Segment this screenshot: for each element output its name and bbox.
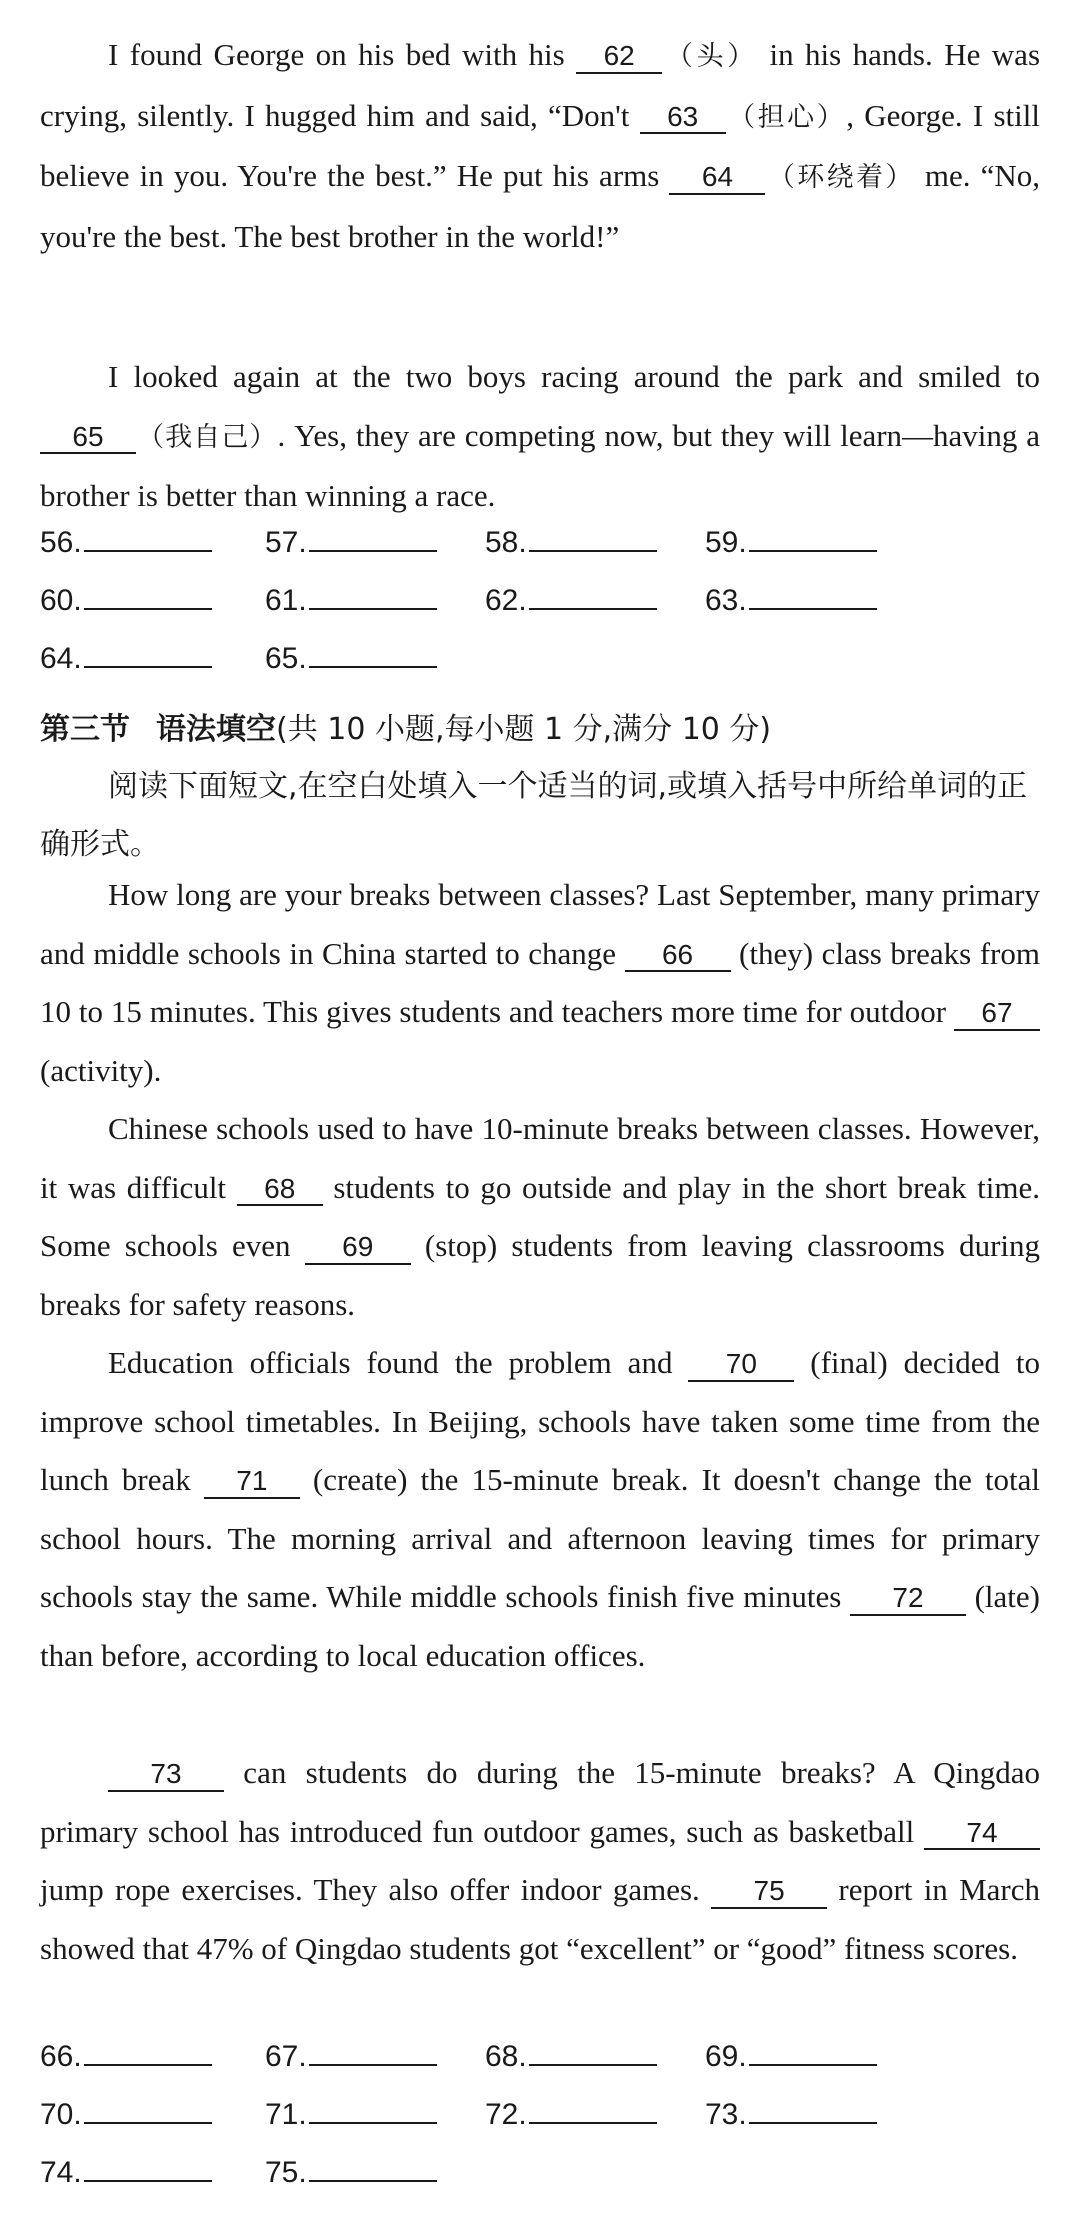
answer-row <box>40 2150 1040 2208</box>
answer-row <box>40 2034 1040 2092</box>
section-label: 第三节 <box>40 712 130 747</box>
section-title: 语法填空 <box>156 712 276 747</box>
blank-67[interactable]: 67 <box>954 998 1040 1031</box>
blank-70[interactable]: 70 <box>688 1349 794 1382</box>
answer-slot-61[interactable]: 61. <box>265 578 437 618</box>
answer-slot-68[interactable]: 68. <box>485 2034 657 2074</box>
grammar-paragraph-3: Education officials found the problem and 70 (final) decided to improve school timetables. In Beijing, schools have taken some time from the lunch break 71 (create) the 15-minute break. It doesn't change the total school hours. The morning arrival and afternoon leaving times for primary schools stay the same. While middle schools finish five minutes 72 (late) than before, according to local education offices. <box>40 1345 1041 1673</box>
answer-slot-56[interactable]: 56. <box>40 520 212 560</box>
blank-66[interactable]: 66 <box>625 940 731 973</box>
answer-row <box>40 578 1040 636</box>
grammar-paragraph-4: 73 can students do during the 15-minute breaks? A Qingdao primary school has introduced fun outdoor games, such as basketball 74 jump rope exercises. They also offer indoor games. 75 report in March showed that 47% of Qingdao students got “excellent” or “good” fitness scores. <box>40 1755 1040 1966</box>
blank-72[interactable]: 72 <box>850 1583 966 1616</box>
story-paragraph-2: I looked again at the two boys racing around the park and smiled to 65 （我自己）. Yes, they are competing now, but they will learn—having a brother is better than winning a race. <box>40 359 1040 513</box>
answer-slot-67[interactable]: 67. <box>265 2034 437 2074</box>
section-instruction: 阅读下面短文,在空白处填入一个适当的词,或填入括号中所给单词的正确形式。 <box>40 769 1028 862</box>
answer-slot-64[interactable]: 64. <box>40 636 212 676</box>
answer-slot-70[interactable]: 70. <box>40 2092 212 2132</box>
blank-62[interactable]: 62 <box>576 41 662 74</box>
blank-65[interactable]: 65 <box>40 422 136 455</box>
answer-slot-69[interactable]: 69. <box>705 2034 877 2074</box>
answer-row <box>40 520 1040 578</box>
answer-slot-60[interactable]: 60. <box>40 578 212 618</box>
answer-slot-63[interactable]: 63. <box>705 578 877 618</box>
blank-68[interactable]: 68 <box>237 1174 323 1207</box>
blank-64[interactable]: 64 <box>669 162 765 195</box>
blank-73[interactable]: 73 <box>108 1759 224 1792</box>
grammar-paragraph-2: Chinese schools used to have 10-minute breaks between classes. However, it was difficult 68 students to go outside and play in the short break time. Some schools even 69 (stop) students from leaving classrooms during breaks for safety reasons. <box>40 1111 1040 1322</box>
story-paragraph-1: I found George on his bed with his 62 （头） in his hands. He was crying, silently. I hugged him and said, “Don't 63 （担心）, George. I still believe in you. You're the best.” He put his arms 64 （环绕着） me. “No, you're the best. The best brother in the world!” <box>40 37 1041 254</box>
blank-74[interactable]: 74 <box>924 1818 1040 1851</box>
answer-slot-73[interactable]: 73. <box>705 2092 877 2132</box>
answer-slot-57[interactable]: 57. <box>265 520 437 560</box>
grammar-paragraph-1: How long are your breaks between classes? Last September, many primary and middle schools in China started to change 66 (they) class breaks from 10 to 15 minutes. This gives students and teachers more time for outdoor 67 (activity). <box>40 877 1040 1088</box>
answer-slot-58[interactable]: 58. <box>485 520 657 560</box>
blank-69[interactable]: 69 <box>305 1232 411 1265</box>
answer-slot-71[interactable]: 71. <box>265 2092 437 2132</box>
answer-slot-72[interactable]: 72. <box>485 2092 657 2132</box>
answer-slot-74[interactable]: 74. <box>40 2150 212 2190</box>
blank-63[interactable]: 63 <box>640 102 726 135</box>
answer-slot-62[interactable]: 62. <box>485 578 657 618</box>
answer-slot-75[interactable]: 75. <box>265 2150 437 2190</box>
blank-71[interactable]: 71 <box>204 1466 300 1499</box>
section-heading <box>40 702 1040 758</box>
answer-row <box>40 2092 1040 2150</box>
section-note: (共 10 小题,每小题 1 分,满分 10 分) <box>276 712 772 747</box>
answer-slot-65[interactable]: 65. <box>265 636 437 676</box>
answer-row <box>40 636 1040 694</box>
answer-slot-66[interactable]: 66. <box>40 2034 212 2074</box>
blank-75[interactable]: 75 <box>711 1876 827 1909</box>
answer-slot-59[interactable]: 59. <box>705 520 877 560</box>
